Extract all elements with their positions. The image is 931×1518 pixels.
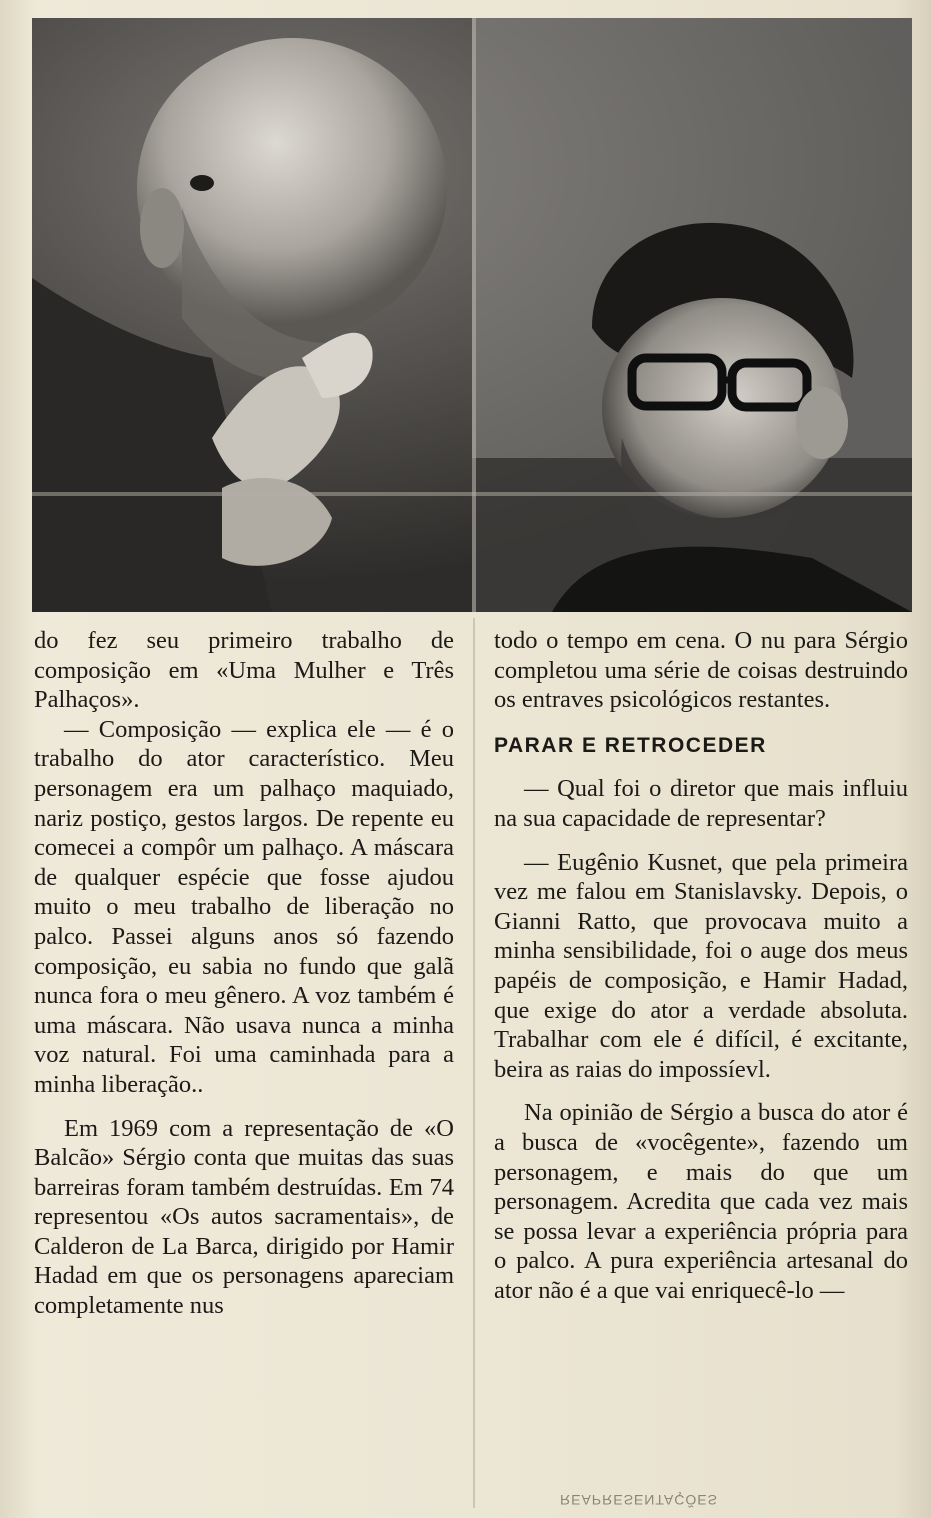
left-paragraph-3: Em 1969 com a representação de «O Balcão» Sérgio conta que muitas das suas barreiras foram também destruídas. Em 74 representou «Os autos sacramentais», de Calderon de La Barca, dirigido por Hamir Hadad em que os personagens apareciam completamente nus — [34, 1114, 454, 1320]
right-paragraph-1: todo o tempo em cena. O nu para Sérgio completou uma série de coisas destruindo os entraves psicológicos restantes. — [494, 627, 908, 714]
section-heading: PARAR E RETROCEDER — [494, 733, 767, 757]
left-column — [34, 626, 454, 1321]
right-paragraph-2: — Qual foi o diretor que mais influiu na sua capacidade de representar? — [494, 775, 908, 832]
article-photo — [32, 18, 912, 612]
column-divider — [473, 618, 475, 1508]
photo-two-men-in-conversation — [32, 18, 912, 612]
left-paragraph-2: — Composição — explica ele — é o trabalho do ator característico. Meu personagem era um palhaço maquiado, nariz postiço, gestos largos. De repente eu comecei a compôr um palhaço. A máscara de qualquer espécie que fosse ajudou muito o meu trabalho de liberação no palco. Passei alguns anos só fazendo composição, eu sabia no fundo que galã nunca fora o meu gênero. A voz também é uma máscara. Não usava nunca a minha voz natural. Foi uma caminhada para a minha liberação.. — [34, 715, 454, 1098]
right-column — [494, 626, 908, 1305]
left-paragraph-1: do fez seu primeiro trabalho de composição em «Uma Mulher e Três Palhaços». — [34, 627, 454, 714]
right-paragraph-4: Na opinião de Sérgio a busca do ator é a busca de «vocêgente», fazendo um personagem, e mais do que um personagem. Acredita que cada vez mais se possa levar a experiência própria para o palco. A pura experiência artesanal do ator não é a que vai enriquecê-lo — — [494, 1099, 908, 1304]
right-paragraph-3: — Eugênio Kusnet, que pela primeira vez me falou em Stanislavsky. Depois, o Gianni Ratto, que provocava muito a minha sensibilidade, foi o auge dos meus papéis de composição, e Hamir Hadad, que exige do ator a verdade absoluta. Trabalhar com ele é difícil, é excitante, beira as raias do impossíevl. — [494, 848, 908, 1083]
bleed-through-text: REAPRESENTAÇÕES — [560, 1492, 718, 1508]
